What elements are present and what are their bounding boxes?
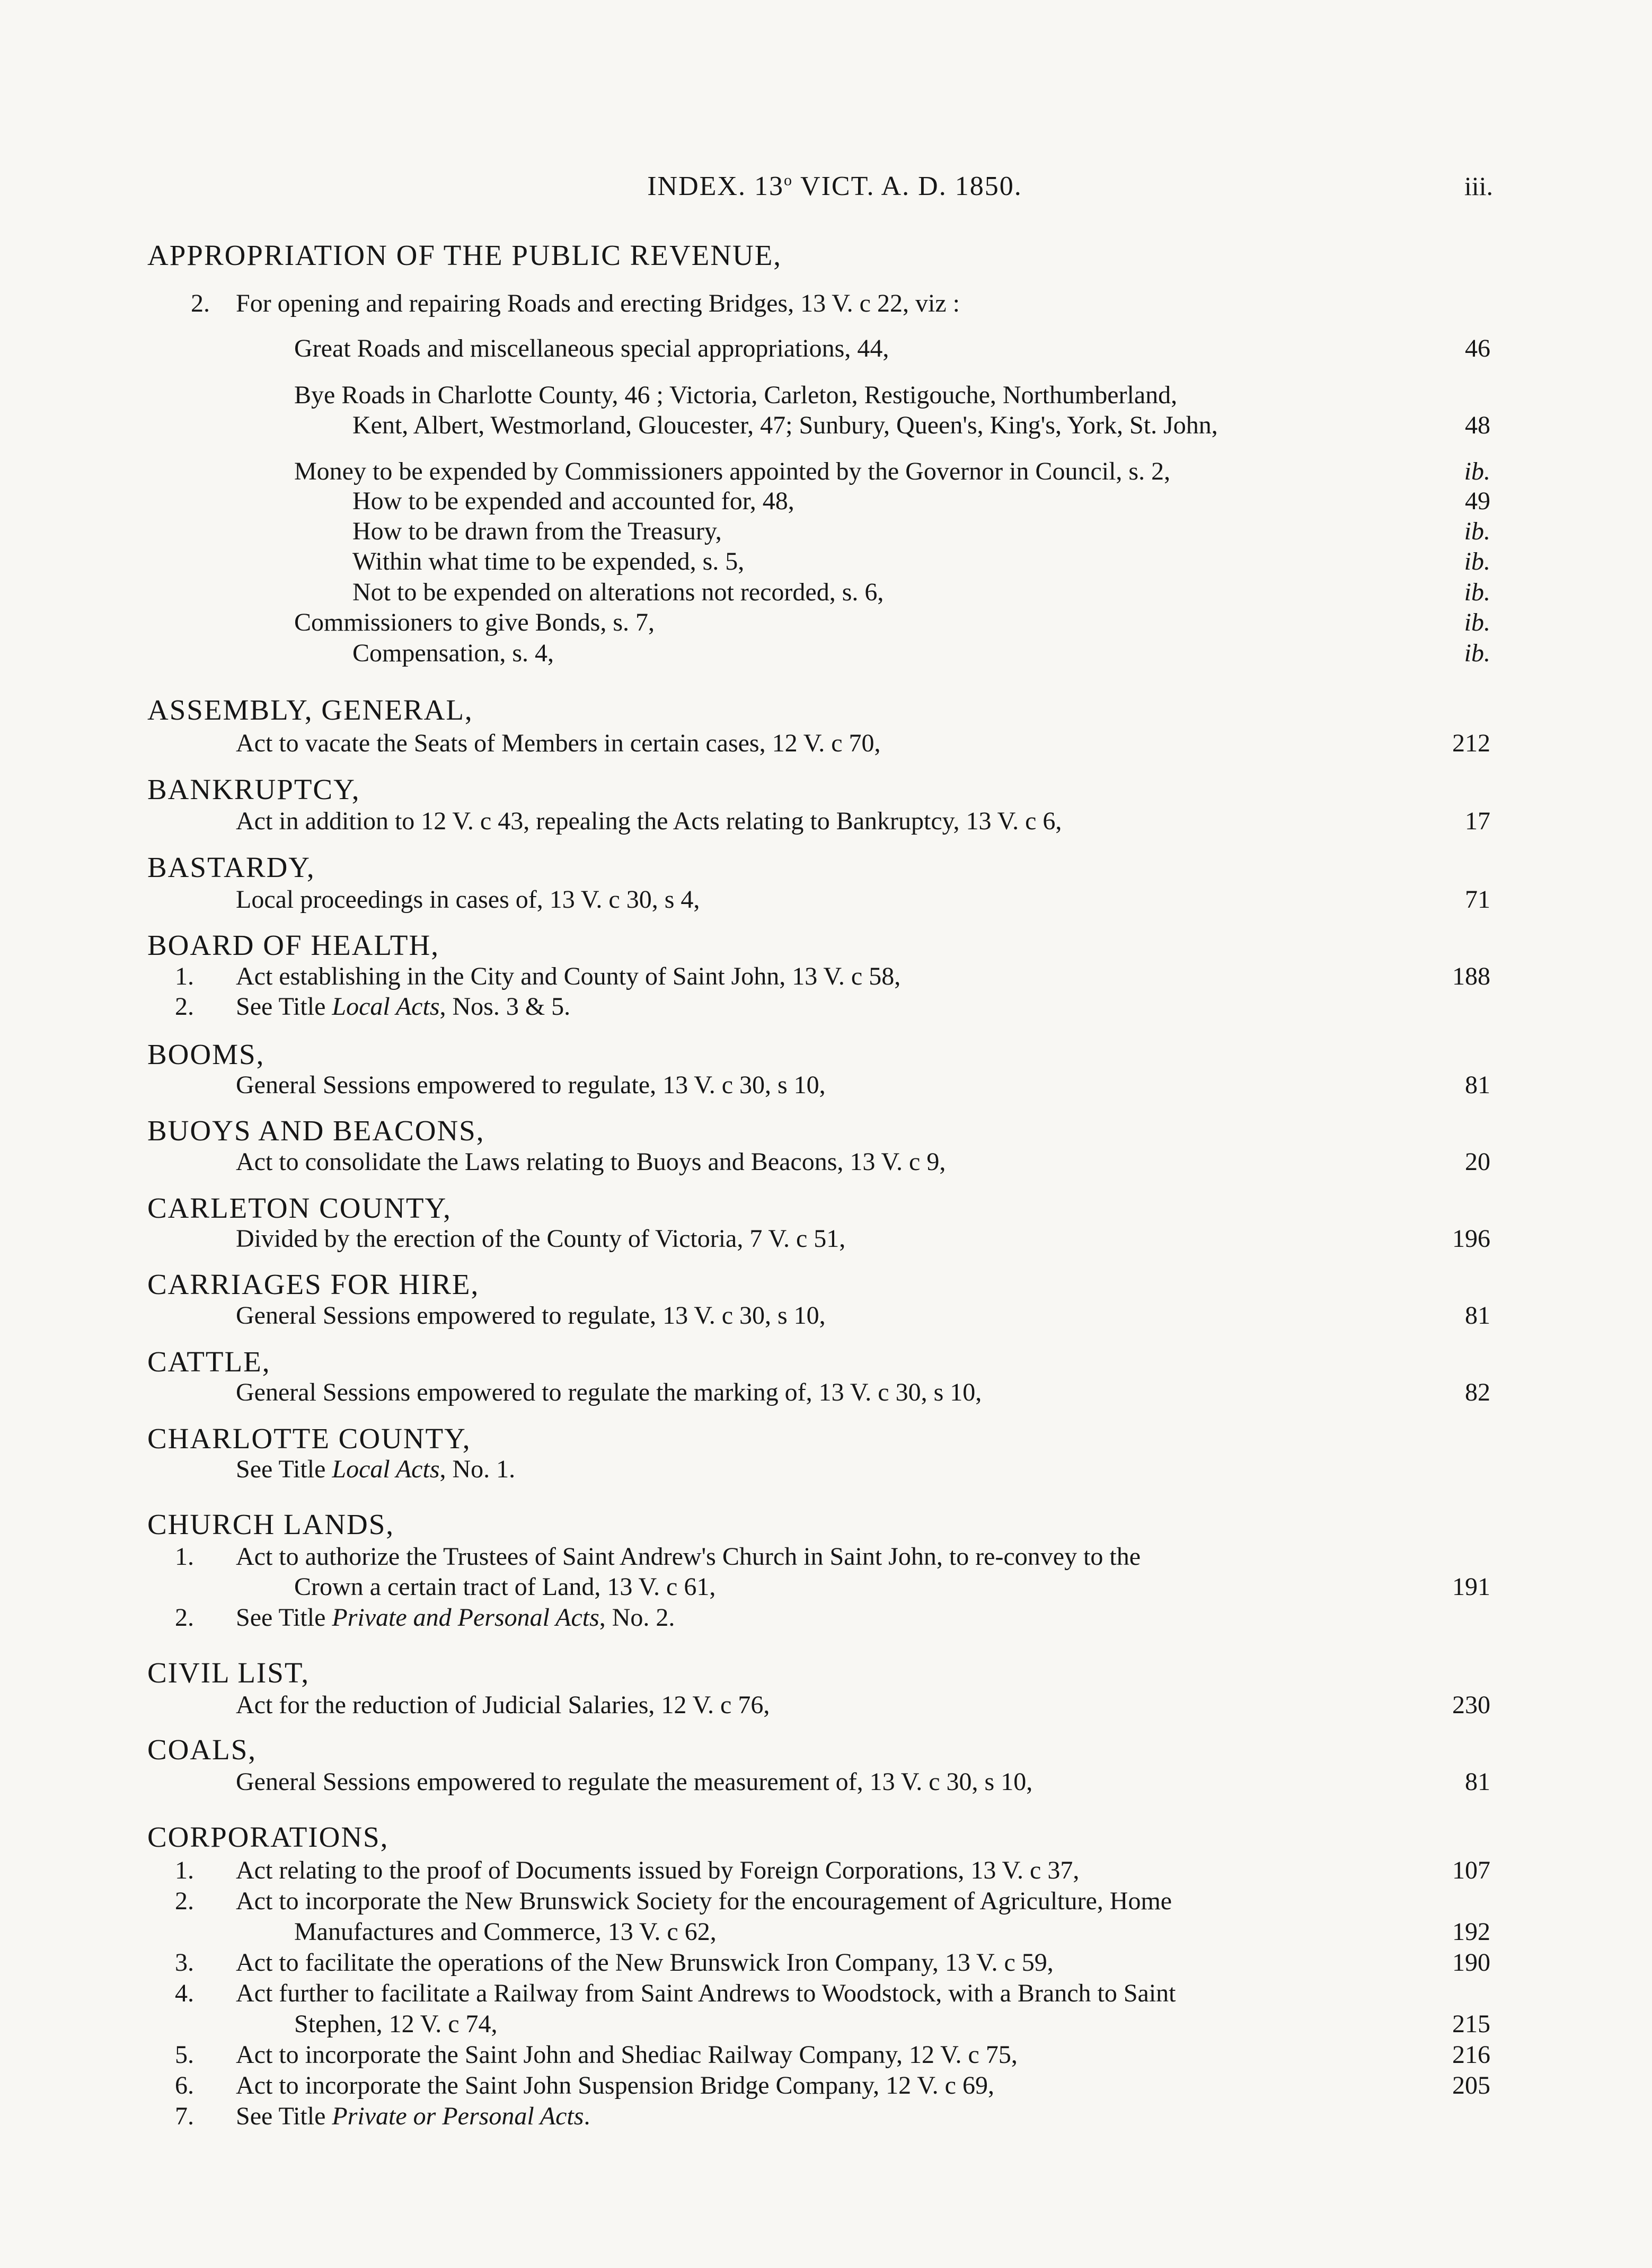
page-ref: ib. (1464, 578, 1490, 606)
entry-corporations-2: Act to incorporate the New Brunswick Society for the encouragement of Agriculture, Home (236, 1887, 1172, 1915)
page-ref: 190 (1452, 1948, 1490, 1977)
item-number: 7. (175, 2102, 194, 2130)
item-number: 2. (191, 289, 210, 317)
entry-within-time: Within what time to be expended, s. 5, (352, 547, 745, 575)
entry-money-expended: Money to be expended by Commissioners appointed by the Governor in Council, s. 2, (294, 457, 1171, 485)
item-number: 2. (175, 993, 194, 1021)
item-number: 4. (175, 1979, 194, 2007)
page-ref: 81 (1465, 1768, 1490, 1796)
page-ref: 215 (1452, 2010, 1490, 2038)
heading-board-of-health: BOARD OF HEALTH, (147, 929, 439, 961)
text: , Nos. 3 & 5. (439, 993, 571, 1021)
entry-church-lands-2 (236, 1603, 675, 1633)
page-ref: 188 (1452, 962, 1490, 990)
item-number: 6. (175, 2071, 194, 2099)
page-ref: ib. (1464, 608, 1490, 636)
entry-bonds: Commissioners to give Bonds, s. 7, (294, 608, 655, 636)
heading-booms: BOOMS, (147, 1038, 265, 1070)
heading-buoys: BUOYS AND BEACONS, (147, 1114, 485, 1147)
entry-coals: General Sessions empowered to regulate the measurement of, 13 V. c 30, s 10, (236, 1768, 1033, 1796)
page-ref: 82 (1465, 1378, 1490, 1406)
entry-not-expended: Not to be expended on alterations not recorded, s. 6, (352, 578, 884, 606)
entry-civil-list: Act for the reduction of Judicial Salaries, 12 V. c 76, (236, 1691, 770, 1719)
title-ref: Private or Personal Acts (332, 2102, 584, 2130)
item-number: 2. (175, 1887, 194, 1915)
item-number: 1. (175, 1856, 194, 1884)
entry-bye-roads: Bye Roads in Charlotte County, 46 ; Victoria, Carleton, Restigouche, Northumberland, (294, 381, 1178, 409)
page-ref: 81 (1465, 1301, 1490, 1330)
heading-assembly: ASSEMBLY, GENERAL, (147, 694, 473, 726)
text: See Title (236, 1603, 332, 1632)
page-ref: 191 (1452, 1573, 1490, 1601)
title-pre: INDEX. 13 (647, 171, 784, 201)
page-ref: 49 (1465, 487, 1490, 515)
text: See Title (236, 993, 332, 1021)
heading-bastardy: BASTARDY, (147, 851, 315, 883)
entry-booms: General Sessions empowered to regulate, 13 V. c 30, s 10, (236, 1071, 826, 1099)
page-title (530, 171, 1139, 202)
heading-bankruptcy: BANKRUPTCY, (147, 773, 360, 805)
entry-buoys: Act to consolidate the Laws relating to Buoys and Beacons, 13 V. c 9, (236, 1148, 946, 1176)
entry-roads-bridges: For opening and repairing Roads and erecting Bridges, 13 V. c 22, viz : (236, 289, 960, 317)
entry-corporations-5: Act to incorporate the Saint John and Shediac Railway Company, 12 V. c 75, (236, 2041, 1018, 2069)
title-ref: Private and Personal Acts (332, 1603, 599, 1632)
page-ref: 17 (1465, 807, 1490, 835)
page-number: iii. (1464, 171, 1493, 201)
heading-church-lands: CHURCH LANDS, (147, 1508, 395, 1540)
page-ref: ib. (1464, 517, 1490, 545)
entry-how-drawn: How to be drawn from the Treasury, (352, 517, 722, 545)
entry-bankruptcy: Act in addition to 12 V. c 43, repealing the Acts relating to Bankruptcy, 13 V. c 6, (236, 807, 1062, 835)
entry-church-lands-1: Act to authorize the Trustees of Saint Andrew's Church in Saint John, to re-convey to the (236, 1543, 1141, 1571)
page-ref: 107 (1452, 1856, 1490, 1884)
entry-assembly: Act to vacate the Seats of Members in certain cases, 12 V. c 70, (236, 729, 881, 757)
entry-church-lands-1-cont: Crown a certain tract of Land, 13 V. c 61, (294, 1573, 716, 1601)
heading-corporations: CORPORATIONS, (147, 1821, 389, 1853)
item-number: 1. (175, 1543, 194, 1571)
page-ref: 46 (1465, 334, 1490, 362)
heading-coals: COALS, (147, 1733, 257, 1766)
title-ref: Local Acts (332, 1455, 440, 1483)
entry-corporations-3: Act to facilitate the operations of the New Brunswick Iron Company, 13 V. c 59, (236, 1948, 1054, 1977)
entry-corporations-4-cont: Stephen, 12 V. c 74, (294, 2010, 498, 2038)
page-ref: 71 (1465, 885, 1490, 914)
entry-how-expended: How to be expended and accounted for, 48, (352, 487, 794, 515)
entry-carriages: General Sessions empowered to regulate, 13 V. c 30, s 10, (236, 1301, 826, 1330)
page-ref: 196 (1452, 1225, 1490, 1253)
heading-cattle: CATTLE, (147, 1345, 271, 1378)
entry-bye-roads-cont: Kent, Albert, Westmorland, Gloucester, 47; Sunbury, Queen's, King's, York, St. John, (352, 411, 1218, 439)
title-ref: Local Acts (332, 993, 440, 1021)
entry-charlotte (236, 1455, 515, 1484)
entry-board-of-health-2 (236, 992, 570, 1022)
title-superscript: o (783, 171, 793, 189)
page-ref: ib. (1464, 547, 1490, 575)
text: . (584, 2102, 590, 2130)
page-ref: 192 (1452, 1918, 1490, 1946)
heading-civil-list: CIVIL LIST, (147, 1656, 310, 1689)
entry-corporations-6: Act to incorporate the Saint John Suspension Bridge Company, 12 V. c 69, (236, 2071, 994, 2099)
page-ref: 205 (1452, 2071, 1490, 2099)
heading-carriages: CARRIAGES FOR HIRE, (147, 1268, 480, 1300)
text: , No. 2. (599, 1603, 675, 1632)
heading-charlotte: CHARLOTTE COUNTY, (147, 1422, 471, 1455)
entry-cattle: General Sessions empowered to regulate the marking of, 13 V. c 30, s 10, (236, 1378, 982, 1406)
item-number: 1. (175, 962, 194, 990)
page-ref: 216 (1452, 2041, 1490, 2069)
text: , No. 1. (439, 1455, 516, 1483)
entry-compensation: Compensation, s. 4, (352, 639, 554, 667)
page-ref: 81 (1465, 1071, 1490, 1099)
entry-bastardy: Local proceedings in cases of, 13 V. c 30, s 4, (236, 885, 700, 914)
page-ref: 20 (1465, 1148, 1490, 1176)
entry-corporations-2-cont: Manufactures and Commerce, 13 V. c 62, (294, 1918, 717, 1946)
entry-corporations-4: Act further to facilitate a Railway from Saint Andrews to Woodstock, with a Branch to Saint (236, 1979, 1176, 2007)
entry-great-roads: Great Roads and miscellaneous special appropriations, 44, (294, 334, 889, 362)
heading-carleton: CARLETON COUNTY, (147, 1192, 452, 1224)
entry-board-of-health-1: Act establishing in the City and County of Saint John, 13 V. c 58, (236, 962, 901, 990)
page-ref: ib. (1464, 639, 1490, 667)
heading-appropriation: APPROPRIATION OF THE PUBLIC REVENUE, (147, 239, 782, 271)
page-ref: 48 (1465, 411, 1490, 439)
item-number: 3. (175, 1948, 194, 1977)
text: See Title (236, 1455, 332, 1483)
page-ref: 230 (1452, 1691, 1490, 1719)
entry-carleton: Divided by the erection of the County of Victoria, 7 V. c 51, (236, 1225, 846, 1253)
page-ref: ib. (1464, 457, 1490, 485)
entry-corporations-7 (236, 2102, 590, 2131)
item-number: 5. (175, 2041, 194, 2069)
text: See Title (236, 2102, 332, 2130)
page-ref: 212 (1452, 729, 1490, 757)
item-number: 2. (175, 1603, 194, 1632)
title-post: VICT. A. D. 1850. (792, 171, 1022, 201)
entry-corporations-1: Act relating to the proof of Documents issued by Foreign Corporations, 13 V. c 37, (236, 1856, 1080, 1884)
